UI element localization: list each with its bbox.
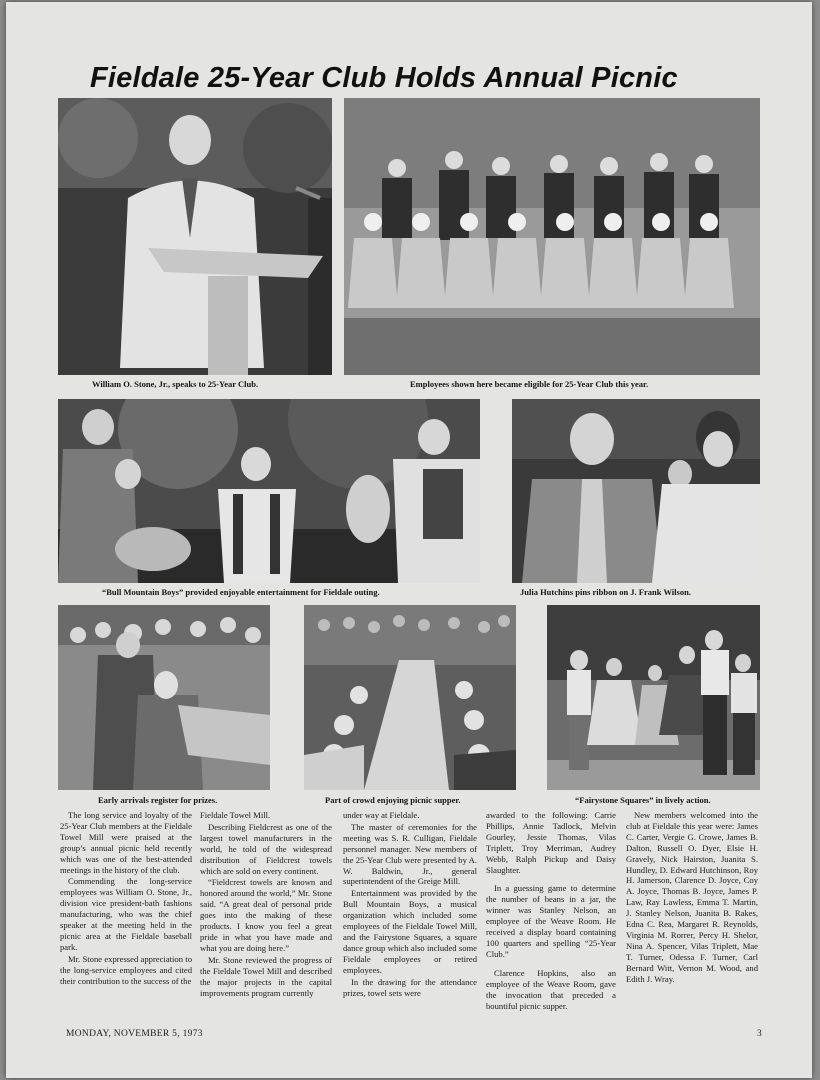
- paragraph: In the drawing for the attendance prizes, towel sets were: [343, 976, 477, 998]
- caption-register: Early arrivals register for prizes.: [98, 795, 218, 805]
- paragraph: The long service and loyalty of the 25-Year Club members at the Fieldale Towel Mill were praised at the group’s annual picnic held recently which was one of the best-attended meetings in the history of the club.: [60, 810, 192, 875]
- paragraph: under way at Fieldale.: [343, 810, 420, 820]
- paragraph: Clarence Hopkins, also an employee of the Weave Room, gave the invocation that preceded a bountiful picnic supper.: [486, 967, 616, 1011]
- paragraph: Mr. Stone reviewed the progress of the Fieldale Towel Mill and described the major projects in the capital improvements program currently: [200, 954, 332, 998]
- photo-supper: [304, 605, 516, 790]
- photo-register: [58, 605, 270, 790]
- photo-employees: [344, 98, 760, 375]
- paragraph: “Fieldcrest towels are known and honored around the world,” Mr. Stone said. “A great deal of personal pride goes into the making of these products. I know you feel a great pride in what you have made and what you are doing here.”: [200, 877, 332, 953]
- caption-speaker: William O. Stone, Jr., speaks to 25-Year Club.: [92, 379, 259, 389]
- photo-ribbon: [512, 399, 760, 583]
- article-column-5: [626, 810, 758, 985]
- paragraph: Fieldale Towel Mill.: [200, 810, 271, 820]
- caption-ribbon: Julia Hutchins pins ribbon on J. Frank Wilson.: [520, 587, 691, 597]
- paragraph: In a guessing game to determine the number of beans in a jar, the winner was Stanley Nelson, an employee of the Weave Room. He received a display board containing 100 quarters and spelling “25-Year Club.”: [486, 883, 616, 959]
- headline: Fieldale 25-Year Club Holds Annual Picnic: [90, 62, 678, 94]
- paragraph: Entertainment was provided by the Bull Mountain Boys, a musical organization which included some employees of the Fieldale Towel Mill, and the Fairystone Squares, a square dance group which also included some Fieldale employees or retired employees.: [343, 888, 477, 975]
- caption-employees: Employees shown here became eligible for 25-Year Club this year.: [410, 379, 649, 389]
- article-column-1: [60, 810, 192, 987]
- article-column-2: [200, 810, 332, 998]
- paragraph: awarded to the following: Carrie Phillips, Annie Tadlock, Melvin Gourley, Jessie Thomas, Vilas Triplett, Troy Merriman, Audrey Webb, Ralph Pickup and Daisy Slaughter.: [486, 810, 616, 875]
- photo-speaker: [58, 98, 332, 375]
- article-column-3: [343, 810, 477, 998]
- newspaper-page: [6, 2, 812, 1078]
- paragraph: Describing Fieldcrest as one of the largest towel manufacturers in the world, he told of the widespread distribution of Fieldcrest towels which are sold on every continent.: [200, 821, 332, 876]
- issue-date: MONDAY, NOVEMBER 5, 1973: [66, 1029, 203, 1039]
- page-number: 3: [757, 1029, 762, 1039]
- caption-dancers: “Fairystone Squares” in lively action.: [575, 795, 711, 805]
- paragraph: New members welcomed into the club at Fieldale this year were: James C. Carter, Vergie G. Crowe, James B. Dalton, Russell O. Dyer, Elsie H. Gravely, Nick Hairston, Juanita S. Hundley, D. Edward Hutchinson, Roy H. Jamerson, Clarence D. Joyce, Coy A. Joyce, Thomas B. Joyce, James P. Law, Ray Lawless, Emma T. Martin, J. Stanley Nelson, Juanita B. Rakes, Edna C. Rea, Margaret R. Reynolds, Virginia M. Rorrer, Percy H. Shelor, Nina A. Spencer, Vilas Triplett, Mae T. Turner, Odessa F. Turner, Carl Bernard Witt, Vernon M. Wood, and Edith J. Wray.: [626, 810, 758, 984]
- photo-dancers: [547, 605, 760, 790]
- paragraph: The master of ceremonies for the meeting was S. R. Culligan, Fieldale personnel manager. New members of the 25-Year Club were presented by A. W. Baldwin, Jr., general superintendent of the Greige Mill.: [343, 821, 477, 887]
- photo-band: [58, 399, 480, 583]
- article-column-4: [486, 810, 616, 1011]
- caption-band: “Bull Mountain Boys” provided enjoyable entertainment for Fieldale outing.: [102, 587, 380, 597]
- caption-supper: Part of crowd enjoying picnic supper.: [325, 795, 461, 805]
- paragraph: Mr. Stone expressed appreciation to the long-service employees and cited their contribution to the success of the: [60, 953, 192, 986]
- paragraph: Commending the long-service employees was William O. Stone, Jr., division vice president-bath fashions manufacturing, who was the chief speaker at the meeting held in the picnic area at the Fieldale baseball park.: [60, 876, 192, 952]
